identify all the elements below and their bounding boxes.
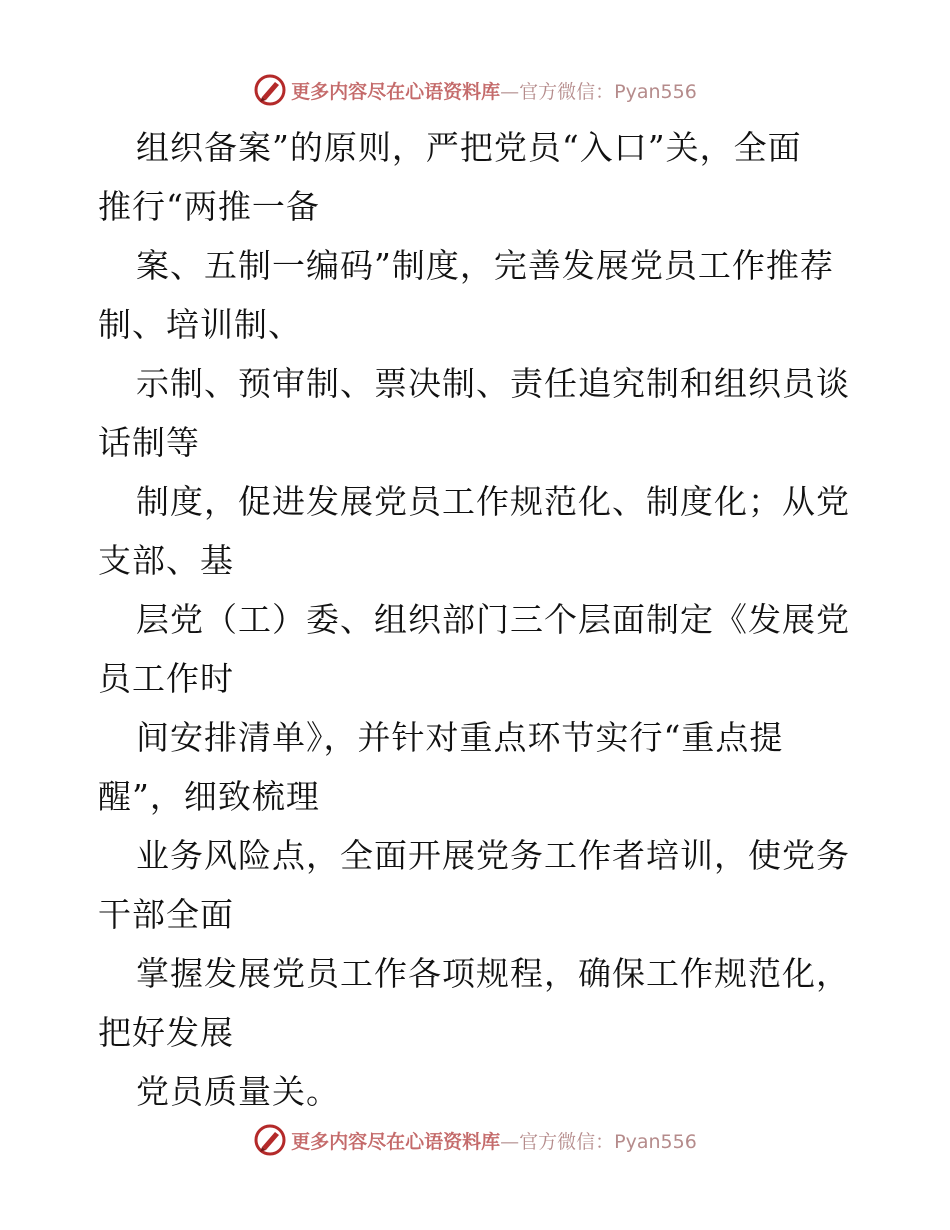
footer-banner-dash: — — [500, 1130, 520, 1153]
header-banner-text — [291, 77, 697, 104]
body-line-12: 醒”，细致梳理 — [98, 777, 320, 816]
header-banner — [0, 72, 950, 108]
body-line-5: 示制、预审制、票决制、责任追究制和组织员谈 — [136, 364, 850, 403]
body-line-7: 制度，促进发展党员工作规范化、制度化；从党 — [136, 482, 850, 521]
body-line-10: 员工作时 — [98, 659, 234, 698]
body-line-16: 把好发展 — [98, 1013, 234, 1052]
body-line-17: 党员质量关。 — [136, 1072, 340, 1111]
pen-logo-icon — [253, 73, 287, 107]
footer-banner-tail: 官方微信：Pyan556 — [519, 1130, 697, 1153]
body-line-11: 间安排清单》，并针对重点环节实行“重点提 — [136, 718, 784, 757]
body-line-9: 层党（工）委、组织部门三个层面制定《发展党 — [136, 600, 850, 639]
footer-banner — [0, 1122, 950, 1158]
document-body — [98, 118, 858, 1121]
body-line-4: 制、培训制、 — [98, 305, 302, 344]
body-line-2: 推行“两推一备 — [98, 187, 320, 226]
footer-banner-text — [291, 1127, 697, 1154]
body-line-13: 业务风险点，全面开展党务工作者培训，使党务 — [136, 836, 850, 875]
footer-banner-lead: 更多内容尽在心语资料库 — [291, 1130, 501, 1153]
body-line-15: 掌握发展党员工作各项规程，确保工作规范化， — [136, 954, 850, 993]
header-banner-tail: 官方微信：Pyan556 — [519, 80, 697, 103]
body-line-6: 话制等 — [98, 423, 200, 462]
pen-logo-icon — [253, 1123, 287, 1157]
header-banner-lead: 更多内容尽在心语资料库 — [291, 80, 501, 103]
body-line-3: 案、五制一编码”制度，完善发展党员工作推荐 — [136, 246, 834, 285]
header-banner-dash: — — [500, 80, 520, 103]
body-line-14: 干部全面 — [98, 895, 234, 934]
body-line-1: 组织备案”的原则，严把党员“入口”关，全面 — [136, 128, 802, 167]
body-line-8: 支部、基 — [98, 541, 234, 580]
